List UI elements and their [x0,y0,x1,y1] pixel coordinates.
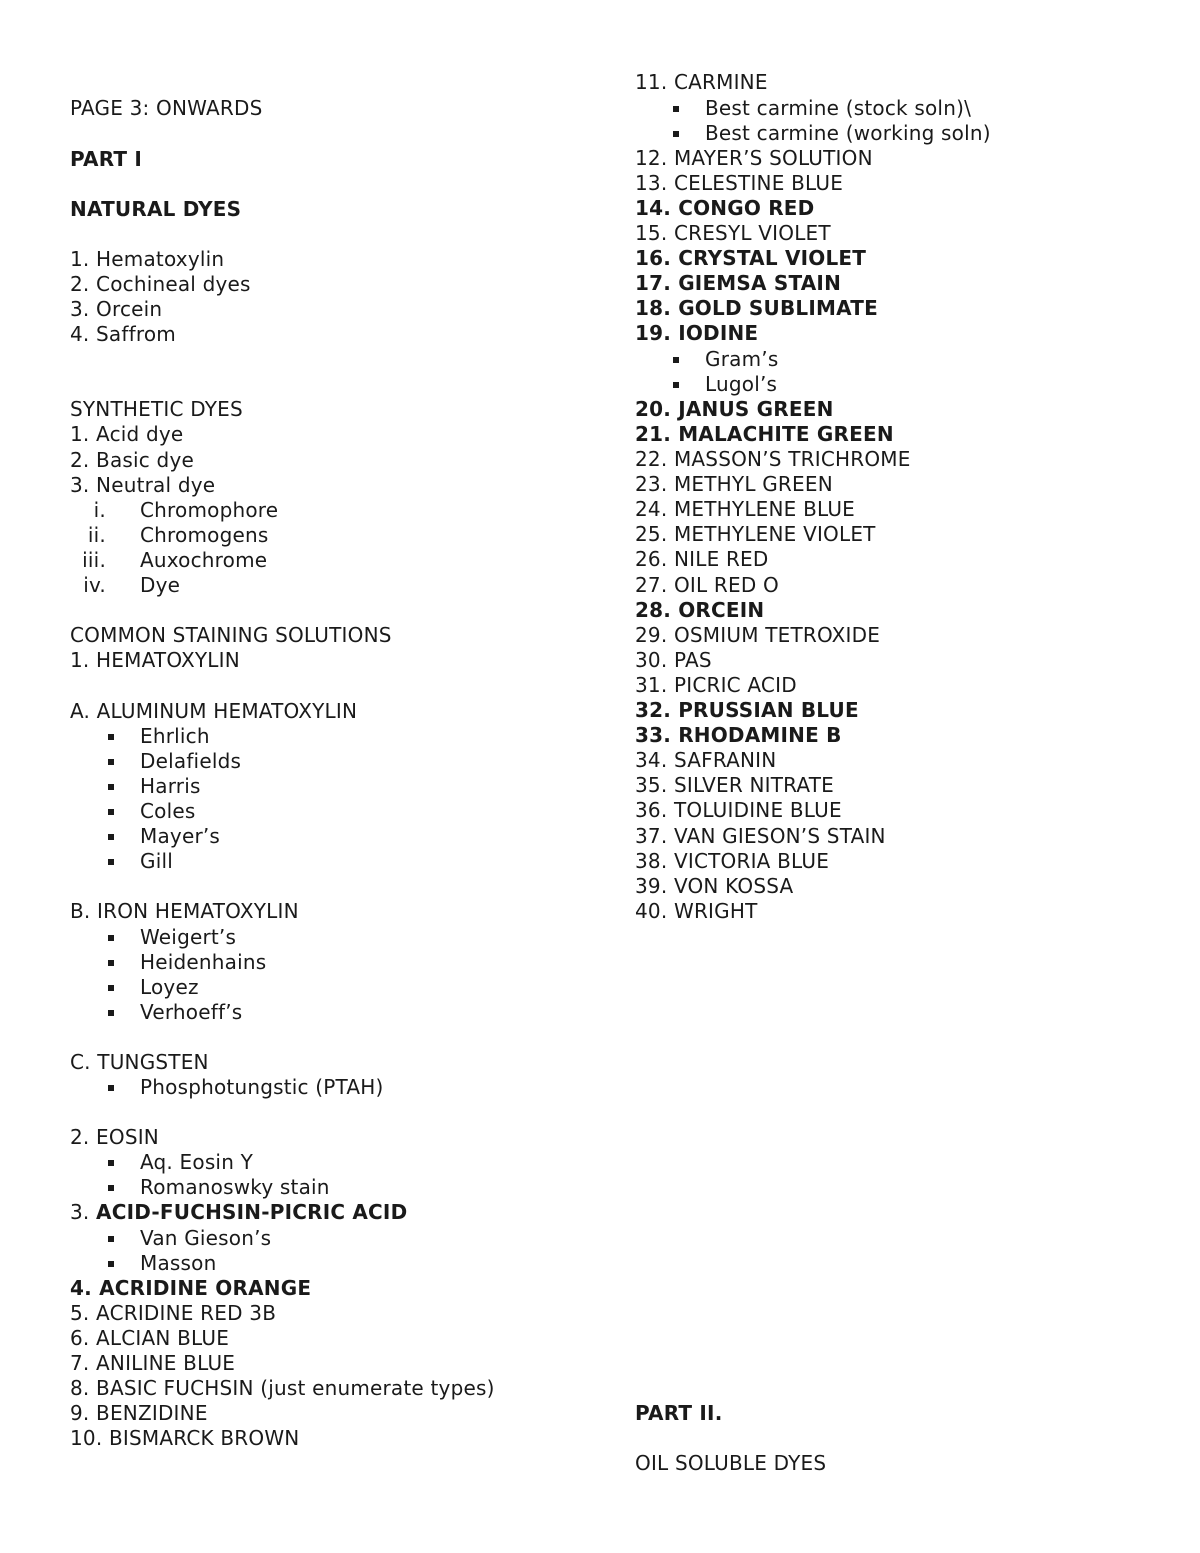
list-item: 23. METHYL GREEN [635,472,833,496]
list-item: 7. ANILINE BLUE [70,1351,236,1375]
roman-text: Auxochrome [140,548,268,572]
list-item: 14. CONGO RED [635,196,815,220]
list-item: 6. ALCIAN BLUE [70,1326,230,1350]
list-item: 5. ACRIDINE RED 3B [70,1301,277,1325]
common-staining-heading: COMMON STAINING SOLUTIONS [70,623,392,647]
bullet-item: Best carmine (stock soln)\ [705,96,972,120]
bullet-item: Harris [140,774,201,798]
bullet-item: Weigert’s [140,925,237,949]
list-item-label: ACID-FUCHSIN-PICRIC ACID [96,1200,408,1224]
list-item: 28. ORCEIN [635,598,765,622]
list-item: 11. CARMINE [635,70,768,94]
list-item: 20. JANUS GREEN [635,397,834,421]
bullet-item: Verhoeff’s [140,1000,243,1024]
bullet-item: Mayer’s [140,824,221,848]
list-item: 27. OIL RED O [635,573,779,597]
roman-numeral: ii. [87,523,106,547]
list-item: 19. IODINE [635,321,759,345]
list-item: 4. Saffrom [70,322,176,346]
part-heading: PART I [70,147,143,171]
list-item: 33. RHODAMINE B [635,723,842,747]
list-item: 24. METHYLENE BLUE [635,497,856,521]
list-item: 30. PAS [635,648,712,672]
list-item: 38. VICTORIA BLUE [635,849,830,873]
synthetic-dyes-heading: SYNTHETIC DYES [70,397,243,421]
list-item: 4. ACRIDINE ORANGE [70,1276,312,1300]
list-item: 31. PICRIC ACID [635,673,797,697]
list-item: 25. METHYLENE VIOLET [635,522,876,546]
subsection-heading: A. ALUMINUM HEMATOXYLIN [70,699,358,723]
list-item: 3. Neutral dye [70,473,216,497]
list-item: 2. EOSIN [70,1125,159,1149]
bullet-item: Aq. Eosin Y [140,1150,254,1174]
roman-numeral: iii. [82,548,106,572]
list-item: 17. GIEMSA STAIN [635,271,842,295]
list-item: 36. TOLUIDINE BLUE [635,798,842,822]
roman-text: Dye [140,573,181,597]
list-item: 15. CRESYL VIOLET [635,221,831,245]
list-item: 40. WRIGHT [635,899,758,923]
oil-soluble-heading: OIL SOLUBLE DYES [635,1451,827,1475]
list-item: 1. HEMATOXYLIN [70,648,240,672]
bullet-item: Lugol’s [705,372,778,396]
list-item [70,1200,407,1225]
page-label: PAGE 3: ONWARDS [70,96,263,120]
subsection-heading: B. IRON HEMATOXYLIN [70,899,299,923]
list-item: 18. GOLD SUBLIMATE [635,296,878,320]
list-item: 9. BENZIDINE [70,1401,208,1425]
bullet-item: Heidenhains [140,950,267,974]
bullet-item: Loyez [140,975,199,999]
roman-text: Chromogens [140,523,269,547]
list-item: 35. SILVER NITRATE [635,773,835,797]
bullet-item: Masson [140,1251,217,1275]
list-item: 26. NILE RED [635,547,769,571]
list-item: 34. SAFRANIN [635,748,777,772]
list-item: 29. OSMIUM TETROXIDE [635,623,881,647]
list-item: 2. Basic dye [70,448,194,472]
list-item: 2. Cochineal dyes [70,272,251,296]
natural-dyes-heading: NATURAL DYES [70,197,242,221]
list-item: 13. CELESTINE BLUE [635,171,844,195]
list-item: 10. BISMARCK BROWN [70,1426,300,1450]
list-item: 1. Hematoxylin [70,247,225,271]
part-heading: PART II. [635,1401,723,1425]
list-item: 21. MALACHITE GREEN [635,422,894,446]
bullet-item: Gram’s [705,347,779,371]
bullet-item: Ehrlich [140,724,210,748]
list-item: 22. MASSON’S TRICHROME [635,447,911,471]
bullet-item: Romanoswky stain [140,1175,330,1199]
list-item: 12. MAYER’S SOLUTION [635,146,873,170]
roman-numeral: iv. [83,573,106,597]
bullet-item: Coles [140,799,196,823]
list-item: 8. BASIC FUCHSIN (just enumerate types) [70,1376,495,1400]
bullet-item: Gill [140,849,173,873]
bullet-item: Delafields [140,749,242,773]
list-item: 37. VAN GIESON’S STAIN [635,824,886,848]
list-item: 39. VON KOSSA [635,874,794,898]
bullet-item: Van Gieson’s [140,1226,272,1250]
subsection-heading: C. TUNGSTEN [70,1050,209,1074]
bullet-item: Best carmine (working soln) [705,121,991,145]
list-number: 3. [70,1200,97,1224]
list-item: 3. Orcein [70,297,163,321]
list-item: 32. PRUSSIAN BLUE [635,698,859,722]
list-item: 1. Acid dye [70,422,184,446]
roman-text: Chromophore [140,498,279,522]
list-item: 16. CRYSTAL VIOLET [635,246,867,270]
bullet-item: Phosphotungstic (PTAH) [140,1075,384,1099]
roman-numeral: i. [93,498,106,522]
